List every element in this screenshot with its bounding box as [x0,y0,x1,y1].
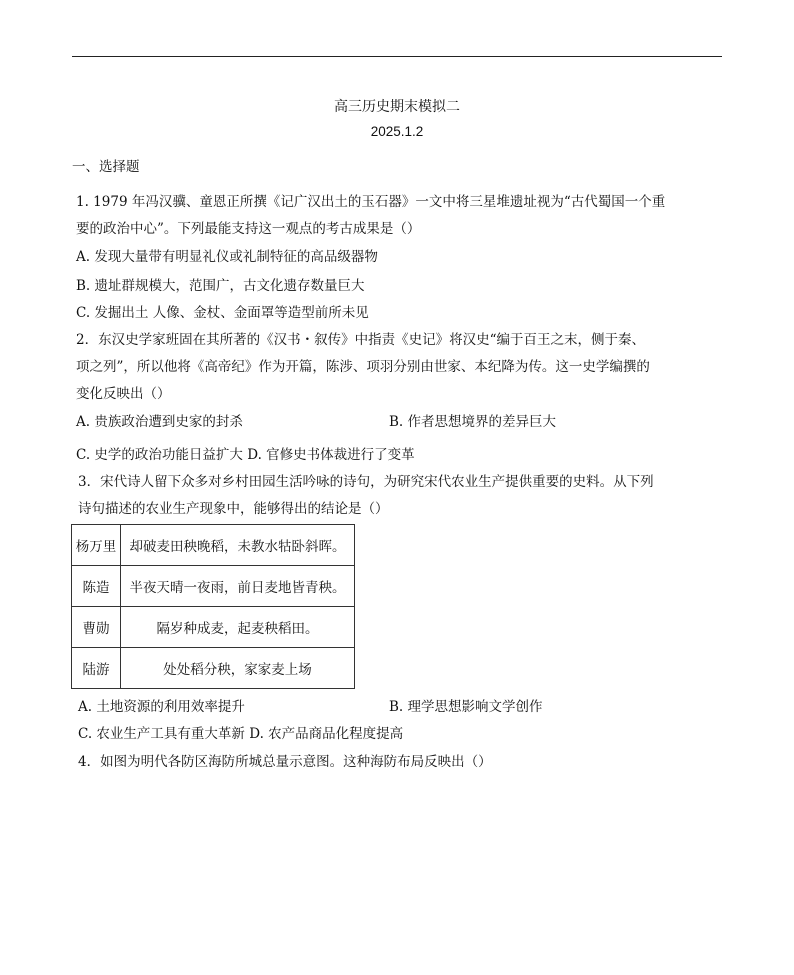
q4-line1: 4．如图为明代各防区海防所城总量示意图。这种海防布局反映出（） [78,754,492,770]
q3-option-cd: C. 农业生产工具有重大革新 D. 农产品商品化程度提高 [78,726,404,742]
q2-line2: 项之列”，所以他将《高帝纪》作为开篇，陈涉、项羽分别由世家、本纪降为传。这一史学编撰的 [76,359,650,375]
q1-option-a: A. 发现大量带有明显礼仪或礼制特征的高品级器物 [76,249,378,265]
q2-option-cd: C. 史学的政治功能日益扩大 D. 官修史书体裁进行了变革 [76,447,415,463]
q1-line2: 要的政治中心”。下列最能支持这一观点的考古成果是（） [76,221,421,237]
table-row [72,607,355,648]
poem-table [71,524,355,689]
header-rule [72,56,722,57]
poet-cell: 陆游 [72,648,121,689]
q3-option-b: B. 理学思想影响文学创作 [389,699,543,715]
q2-option-b: B. 作者思想境界的差异巨大 [389,414,557,430]
table-row [72,648,355,689]
q3-line2: 诗句描述的农业生产现象中，能够得出的结论是（） [78,501,389,517]
q3-line1: 3．宋代诗人留下众多对乡村田园生活吟咏的诗句，为研究宋代农业生产提供重要的史料。从下列 [78,474,654,490]
verse-cell: 却破麦田秧晚稻，未教水牯卧斜晖。 [121,525,355,566]
q1-option-b: B. 遗址群规模大，范围广，古文化遗存数量巨大 [76,278,365,294]
poet-cell: 曹勋 [72,607,121,648]
q3-option-a: A. 土地资源的利用效率提升 [78,699,245,715]
verse-cell: 处处稻分秧，家家麦上场 [121,648,355,689]
q2-line1: 2．东汉史学家班固在其所著的《汉书・叙传》中指责《史记》将汉史“编于百王之末，侧于秦、 [76,332,645,348]
table-row [72,525,355,566]
q2-option-a: A. 贵族政治遭到史家的封杀 [76,414,243,430]
verse-cell: 半夜天晴一夜雨，前日麦地皆青秧。 [121,566,355,607]
q1-option-c: C. 发掘出土 人像、金杖、金面罩等造型前所未见 [76,305,369,321]
q2-line3: 变化反映出（） [76,386,171,402]
table-row [72,566,355,607]
page-title: 高三历史期末模拟二 [334,99,460,115]
poet-cell: 杨万里 [72,525,121,566]
page-date: 2025.1.2 [370,124,424,139]
q1-line1: 1. 1979 年冯汉骥、童恩正所撰《记广汉出土的玉石器》一文中将三星堆遗址视为“古代蜀国一个重 [76,194,666,210]
verse-cell: 隔岁种成麦，起麦秧稻田。 [121,607,355,648]
poet-cell: 陈造 [72,566,121,607]
section-heading: 一、选择题 [72,159,140,175]
